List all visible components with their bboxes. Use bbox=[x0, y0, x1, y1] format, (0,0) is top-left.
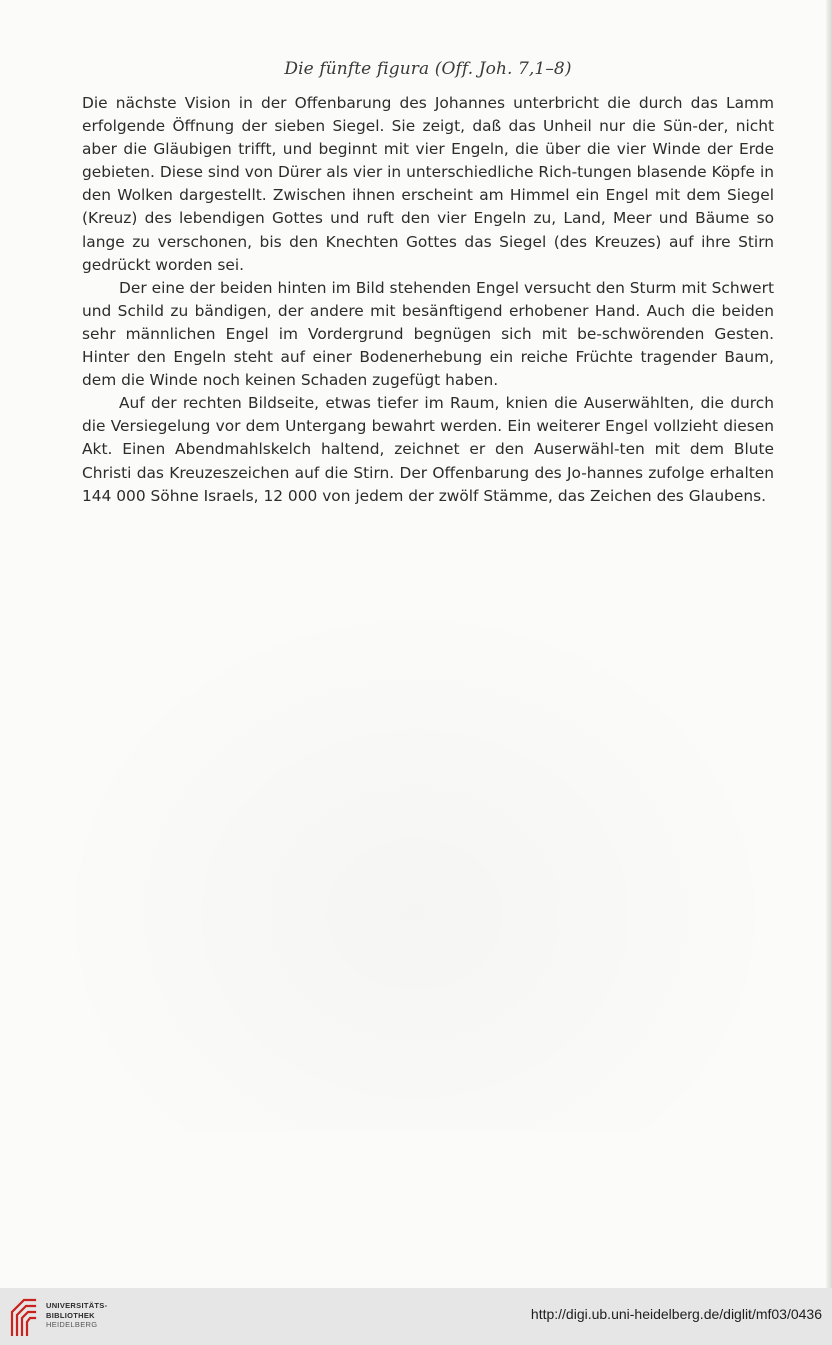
page-edge-shadow bbox=[826, 0, 832, 1288]
library-name-line1: UNIVERSITÄTS- bbox=[46, 1301, 108, 1310]
library-name-line2: BIBLIOTHEK bbox=[46, 1310, 95, 1320]
library-name[interactable] bbox=[46, 1301, 107, 1330]
running-head: Die fünfte figura (Off. Joh. 7,1–8) bbox=[284, 59, 572, 79]
library-name-line3: HEIDELBERG bbox=[46, 1320, 98, 1329]
paragraph-2: Der eine der beiden hinten im Bild stehenden Engel versucht den Sturm mit Schwert und Schild zu bändigen, der andere mit besänftigend erhobener Hand. Auch die beiden sehr männlichen Engel im Vordergrund begnügen sich mit be-schwörenden Gesten. Hinter den Engeln steht auf einer Bodenerhebung ein reiche Früchte tragender Baum, dem die Winde noch keinen Schaden zugefügt haben. bbox=[82, 278, 774, 390]
body-text bbox=[82, 92, 774, 508]
show-through-image bbox=[40, 590, 790, 1130]
permalink-url[interactable]: http://digi.ub.uni-heidelberg.de/diglit/mf03/0436 bbox=[530, 1306, 822, 1322]
ub-heidelberg-logo-icon[interactable] bbox=[9, 1298, 37, 1336]
viewer-footer bbox=[0, 1288, 832, 1345]
paragraph-3: Auf der rechten Bildseite, etwas tiefer im Raum, knien die Auserwählten, die durch die Versiegelung vor dem Untergang bewahrt werden. Ein weiterer Engel vollzieht diesen Akt. Einen Abendmahlskelch haltend, zeichnet er den Auserwähl-ten mit dem Blute Christi das Kreuzeszeichen auf die Stirn. Der Offenbarung des Jo-hannes zufolge erhalten 144 000 Söhne Israels, 12 000 von jedem der zwölf Stämme, das Zeichen des Glaubens. bbox=[82, 394, 774, 505]
paragraph-1: Die nächste Vision in der Offenbarung des Johannes unterbricht die durch das Lamm erfolgende Öffnung der sieben Siegel. Sie zeigt, daß das Unheil nur die Sün-der, nicht aber die Gläubigen trifft, und beginnt mit vier Engeln, die über die vier Winde der Erde gebieten. Diese sind von Dürer als vier in unterschiedliche Rich-tungen blasende Köpfe in den Wolken dargestellt. Zwischen ihnen erscheint am Himmel ein Engel mit dem Siegel (Kreuz) des lebendigen Gottes und ruft den vier Engeln zu, Land, Meer und Bäume so lange zu verschonen, bis den Knechten Gottes das Siegel (des Kreuzes) auf ihre Stirn gedrückt worden sei. bbox=[82, 94, 774, 274]
